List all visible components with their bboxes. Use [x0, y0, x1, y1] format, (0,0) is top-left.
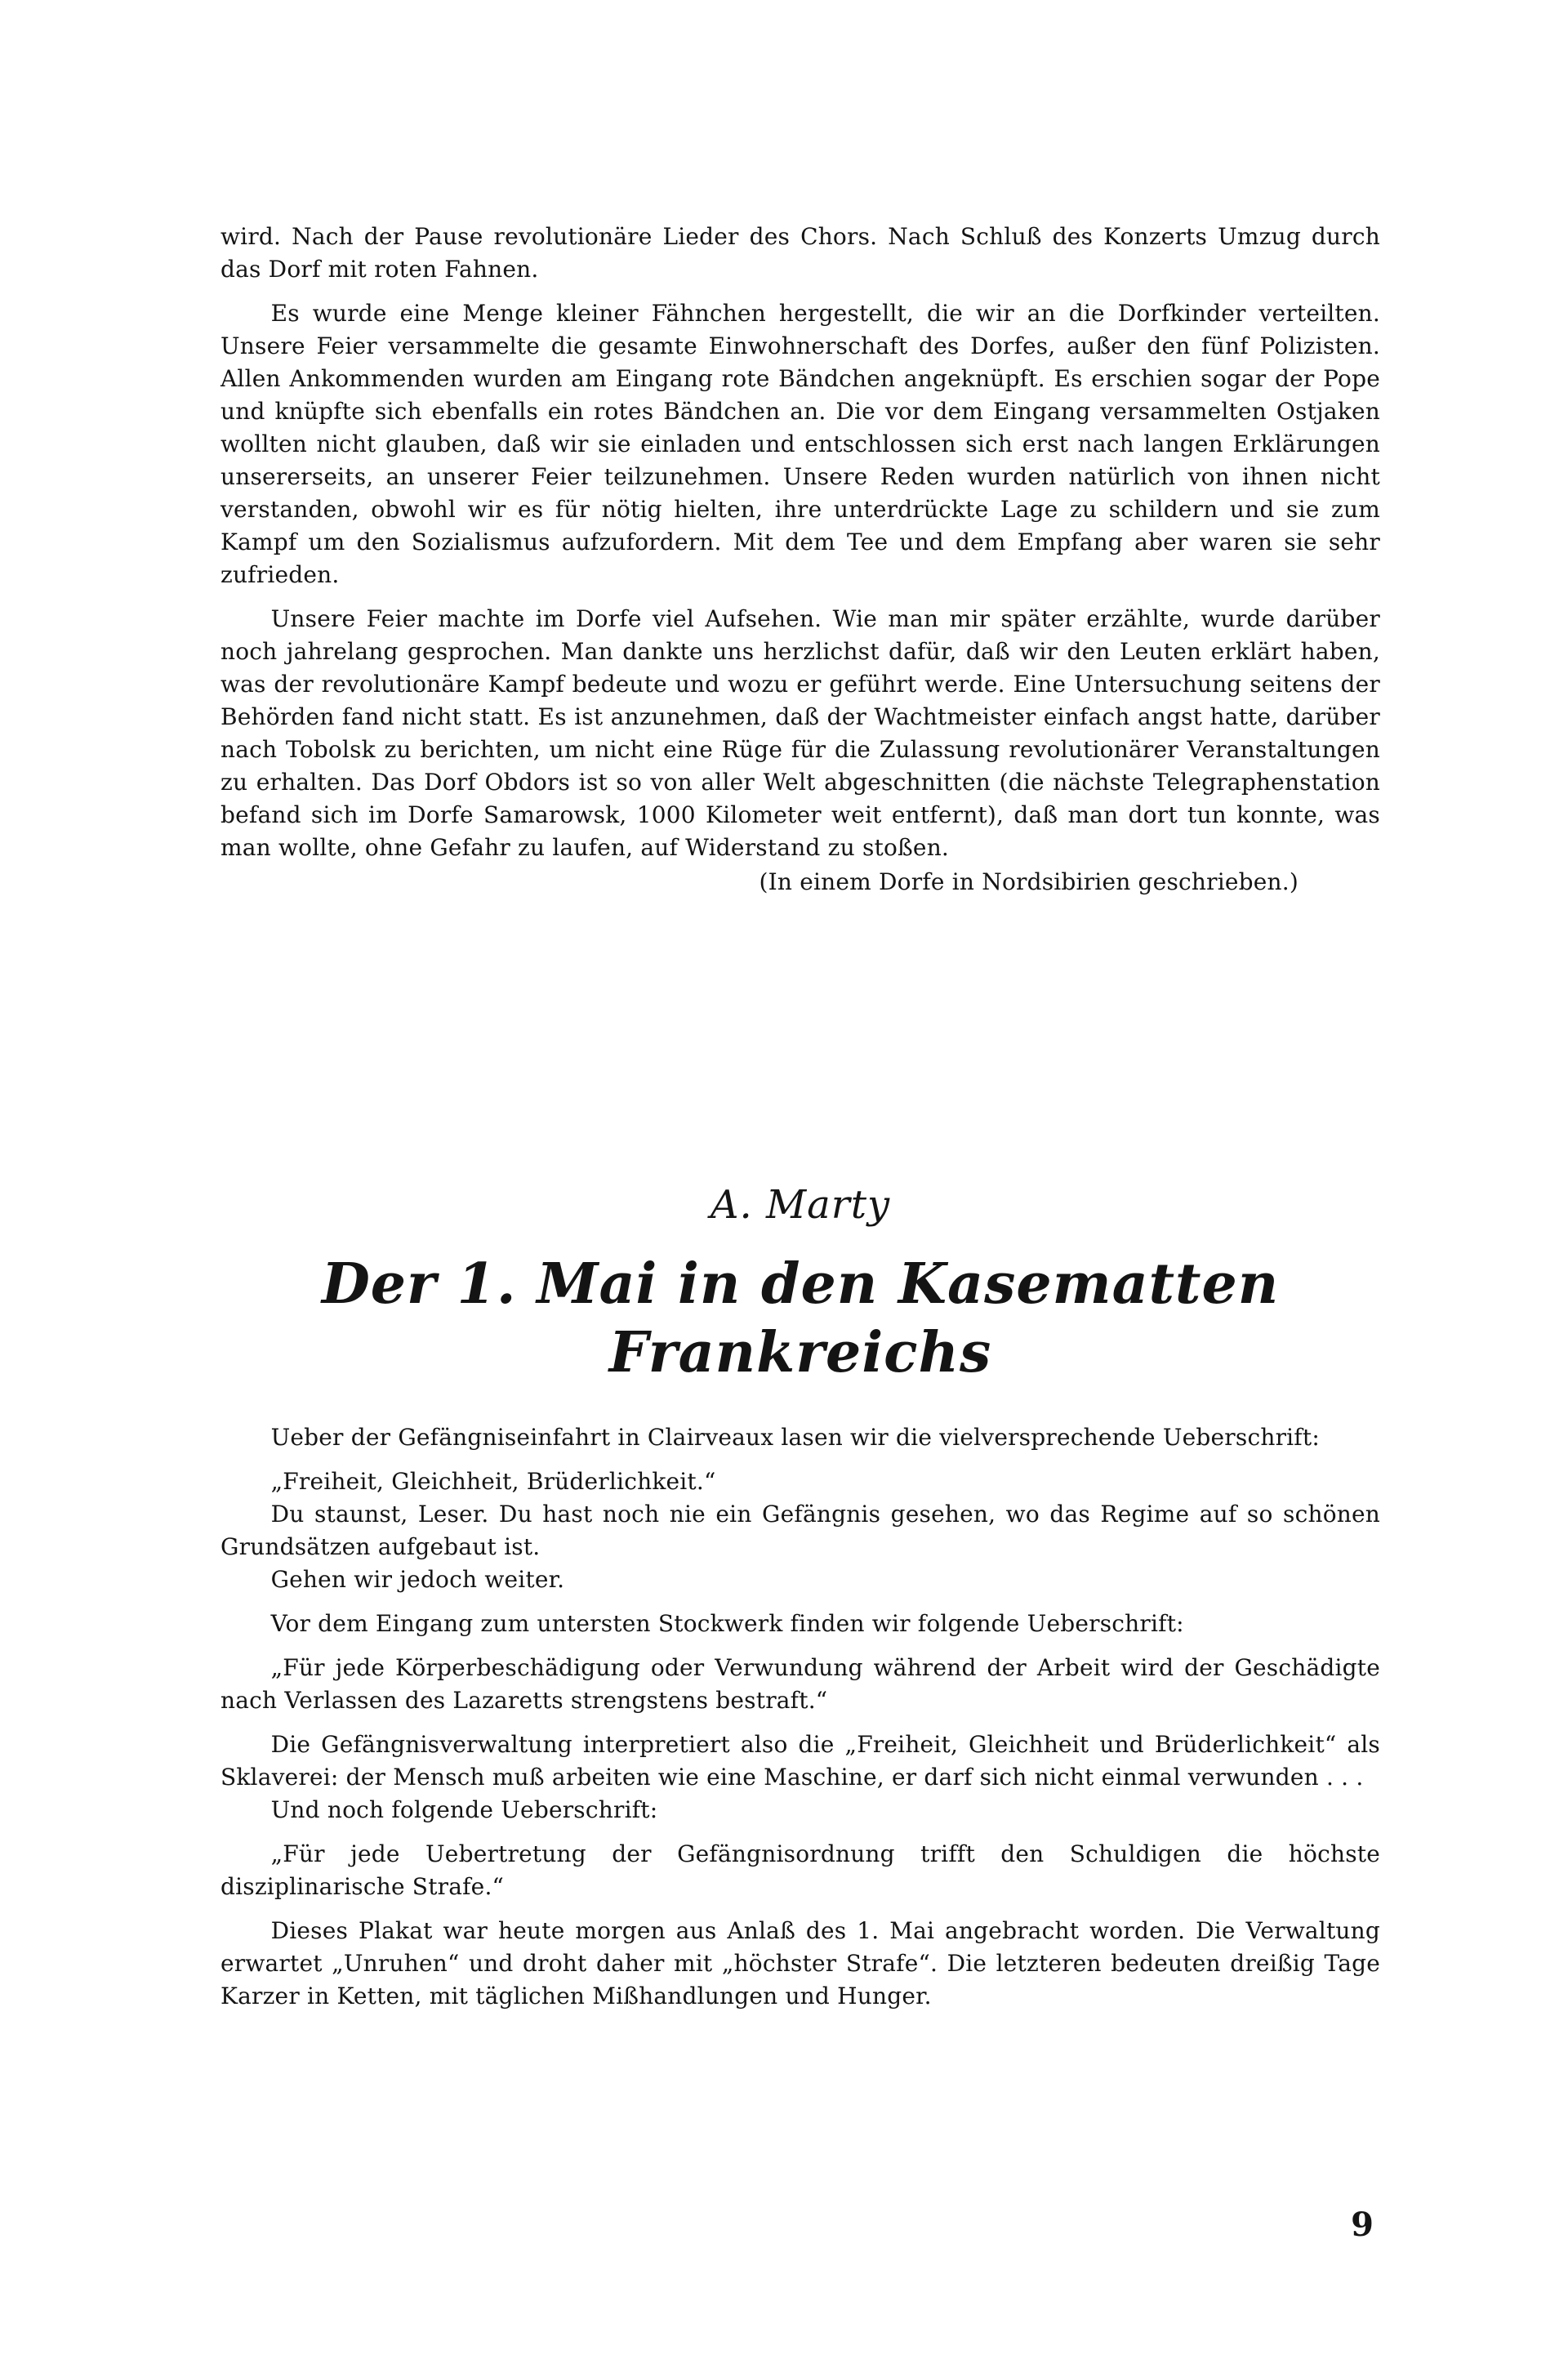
article-paragraph: Dieses Plakat war heute morgen aus Anlaß des 1. Mai angebracht worden. Die Verwaltung erwartet „Unruhen“ und droht daher mit „höchster Strafe“. Die letzteren bedeuten dreißig Tage Karzer in Ketten, mit täglichen Mißhandlungen und Hunger.	[220, 1917, 1380, 2009]
intro-paragraph: Unsere Feier machte im Dorfe viel Aufsehen. Wie man mir später erzählte, wurde darüber noch jahrelang gesprochen. Man dankte uns herzlichst dafür, daß wir den Leuten erklärt haben, was der revolutionäre Kampf bedeute und wozu er geführt werde. Eine Untersuchung seitens der Behörden fand nicht statt. Es ist anzunehmen, daß der Wachtmeister einfach angst hatte, darüber nach Tobolsk zu berichten, um nicht eine Rüge für die Zulassung revolutionärer Veranstaltungen zu erhalten. Das Dorf Obdors ist so von aller Welt abgeschnitten (die nächste Telegraphenstation befand sich im Dorfe Samarowsk, 1000 Kilometer weit entfernt), daß man dort tun konnte, was man wollte, ohne Gefahr zu laufen, auf Widerstand zu stoßen.	[220, 605, 1380, 861]
intro-section	[220, 221, 1380, 899]
title-line-2: Frankreichs	[608, 1320, 992, 1385]
article-paragraph: Vor dem Eingang zum untersten Stockwerk finden wir folgende Ueberschrift:	[270, 1610, 1184, 1637]
intro-paragraph: Es wurde eine Menge kleiner Fähnchen hergestellt, die wir an die Dorfkinder verteilten. Unsere Feier versammelte die gesamte Einwohnerschaft des Dorfes, außer den fünf Polizisten. Allen Ankommenden wurden am Eingang rote Bändchen angeknüpft. Es erschien sogar der Pope und knüpfte sich ebenfalls ein rotes Bändchen an. Die vor dem Eingang versammelten Ostjaken wollten nicht glauben, daß wir sie einladen und entschlossen sich erst nach langen Erklärungen unsererseits, an unserer Feier teilzunehmen. Unsere Reden wurden natürlich von ihnen nicht verstanden, obwohl wir es für nötig hielten, ihre unterdrückte Lage zu schildern und sie zum Kampf um den Sozialismus aufzufordern. Mit dem Tee und dem Empfang aber waren sie sehr zufrieden.	[220, 300, 1380, 588]
article-body	[220, 1421, 1380, 2013]
page-number: 9	[1351, 2206, 1374, 2244]
article-paragraph: Die Gefängnisverwaltung interpretiert also die „Freiheit, Gleichheit und Brüderlichkeit“ als Sklaverei: der Mensch muß arbeiten wie eine Maschine, er darf sich nicht einmal verwunden . . .	[220, 1731, 1380, 1791]
article-paragraph: Ueber der Gefängniseinfahrt in Clairveaux lasen wir die vielversprechende Ueberschrift:	[270, 1424, 1320, 1451]
article-quote: „Für jede Uebertretung der Gefängnisordnung trifft den Schuldigen die höchste disziplinarische Strafe.“	[220, 1840, 1380, 1900]
intro-paragraph: wird. Nach der Pause revolutionäre Lieder des Chors. Nach Schluß des Konzerts Umzug durch das Dorf mit roten Fahnen.	[220, 223, 1380, 283]
intro-signature: (In einem Dorfe in Nordsibirien geschrieben.)	[759, 868, 1298, 895]
article-quote: „Freiheit, Gleichheit, Brüderlichkeit.“	[270, 1468, 716, 1495]
author-name: A. Marty	[710, 1182, 891, 1228]
article-paragraph: Und noch folgende Ueberschrift:	[270, 1796, 658, 1823]
title-line-1: Der 1. Mai in den Kasematten	[321, 1251, 1280, 1317]
article-paragraph: Gehen wir jedoch weiter.	[270, 1566, 565, 1593]
article-quote: „Für jede Körperbeschädigung oder Verwundung während der Arbeit wird der Geschädigte nach Verlassen des Lazaretts strengstens bestraft.“	[220, 1654, 1380, 1714]
article-title	[220, 1250, 1380, 1387]
article-paragraph: Du staunst, Leser. Du hast noch nie ein Gefängnis gesehen, wo das Regime auf so schönen Grundsätzen aufgebaut ist.	[220, 1501, 1380, 1560]
